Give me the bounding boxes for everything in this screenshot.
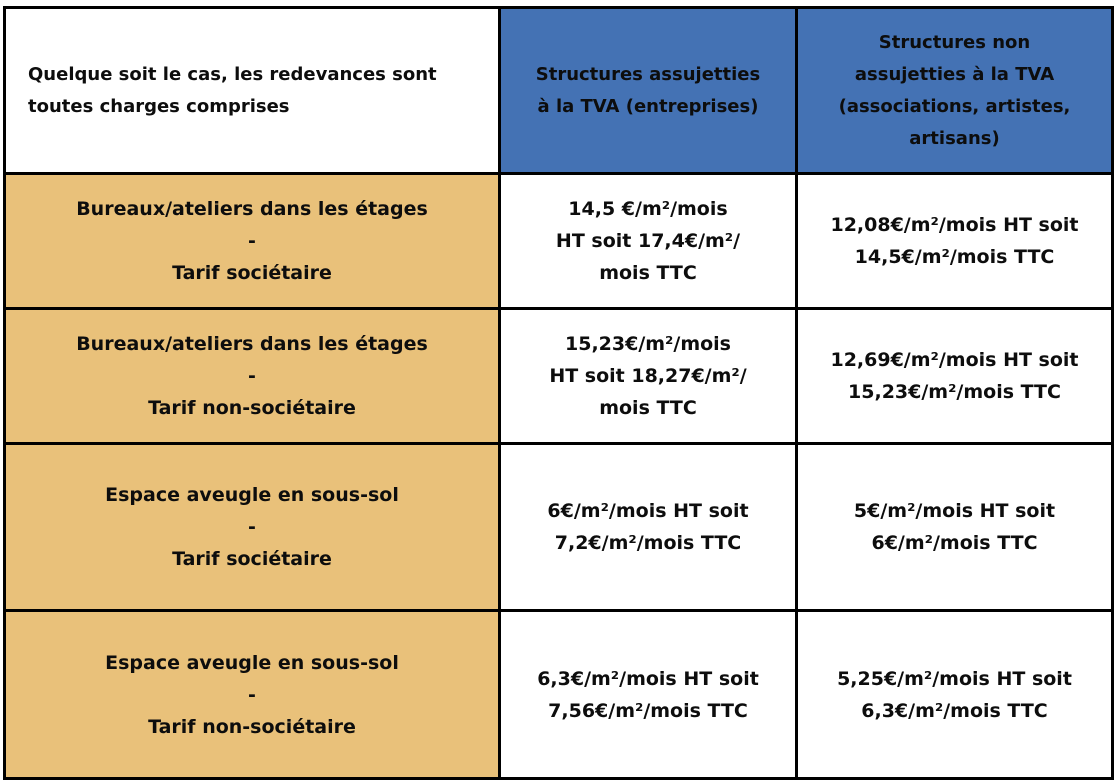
price-line: 14,5€/m²/mois TTC	[854, 246, 1055, 268]
table-row	[5, 174, 1113, 309]
header-non-vat-line-3: (associations, artistes,	[838, 95, 1071, 117]
price-cell-non-vat-liable	[797, 174, 1113, 309]
header-vat-liable-line-2: à la TVA (entreprises)	[537, 95, 759, 117]
price-line: 5€/m²/mois HT soit	[853, 500, 1056, 522]
row-label-line: Tarif non-sociétaire	[148, 397, 356, 419]
row-label-line: Tarif sociétaire	[172, 262, 332, 284]
price-line: 15,23€/m²/mois TTC	[848, 381, 1061, 403]
price-line: 12,69€/m²/mois HT soit	[830, 349, 1079, 371]
price-cell-non-vat-liable	[797, 611, 1113, 779]
header-intro-line-2: toutes charges comprises	[28, 95, 290, 117]
price-line: 12,08€/m²/mois HT soit	[830, 214, 1079, 236]
row-label-dash: -	[248, 683, 256, 706]
header-non-vat-line-4: artisans)	[909, 127, 1000, 149]
row-label-line: Tarif sociétaire	[172, 548, 332, 570]
row-label-dash: -	[248, 365, 256, 387]
price-line: 7,56€/m²/mois TTC	[548, 699, 748, 722]
row-label-line: Bureaux/ateliers dans les étages	[76, 333, 428, 355]
header-intro-line-1: Quelque soit le cas, les redevances sont	[28, 63, 437, 85]
row-label-dash: -	[248, 516, 256, 538]
price-line: mois TTC	[599, 397, 697, 419]
header-vat-liable-line-1: Structures assujetties	[535, 63, 761, 85]
price-line: 15,23€/m²/mois	[565, 333, 731, 355]
price-line: HT soit 18,27€/m²/	[549, 365, 747, 387]
row-label-basement-non-member	[5, 611, 500, 779]
table-row	[5, 611, 1113, 779]
header-non-vat-line-1: Structures non	[878, 31, 1031, 53]
row-label-dash: -	[248, 230, 256, 252]
price-line: 6,3€/m²/mois HT soit	[537, 667, 759, 690]
price-line: mois TTC	[599, 262, 697, 284]
row-label-line: Espace aveugle en sous-sol	[105, 651, 399, 674]
row-label-line: Bureaux/ateliers dans les étages	[76, 198, 428, 220]
price-cell-vat-liable	[500, 174, 797, 309]
row-label-offices-non-member	[5, 309, 500, 444]
price-line: 7,2€/m²/mois TTC	[554, 532, 742, 554]
price-line: HT soit 17,4€/m²/	[555, 230, 741, 252]
header-intro-cell	[5, 8, 500, 174]
table-row	[5, 309, 1113, 444]
header-row	[5, 8, 1113, 174]
price-cell-non-vat-liable	[797, 309, 1113, 444]
price-cell-non-vat-liable	[797, 444, 1113, 611]
row-label-offices-member	[5, 174, 500, 309]
row-label-line: Tarif non-sociétaire	[148, 715, 356, 738]
header-non-vat-line-2: assujetties à la TVA	[854, 63, 1055, 85]
price-line: 14,5 €/m²/mois	[568, 198, 728, 220]
price-cell-vat-liable	[500, 611, 797, 779]
row-label-basement-member	[5, 444, 500, 611]
price-line: 6€/m²/mois TTC	[871, 532, 1038, 554]
header-non-vat-liable	[797, 8, 1113, 174]
table-row	[5, 444, 1113, 611]
price-line: 6,3€/m²/mois TTC	[861, 699, 1048, 722]
price-line: 6€/m²/mois HT soit	[547, 500, 749, 522]
price-line: 5,25€/m²/mois HT soit	[837, 667, 1072, 690]
row-label-line: Espace aveugle en sous-sol	[105, 484, 399, 506]
header-vat-liable	[500, 8, 797, 174]
price-cell-vat-liable	[500, 444, 797, 611]
pricing-table	[3, 6, 1114, 780]
price-cell-vat-liable	[500, 309, 797, 444]
